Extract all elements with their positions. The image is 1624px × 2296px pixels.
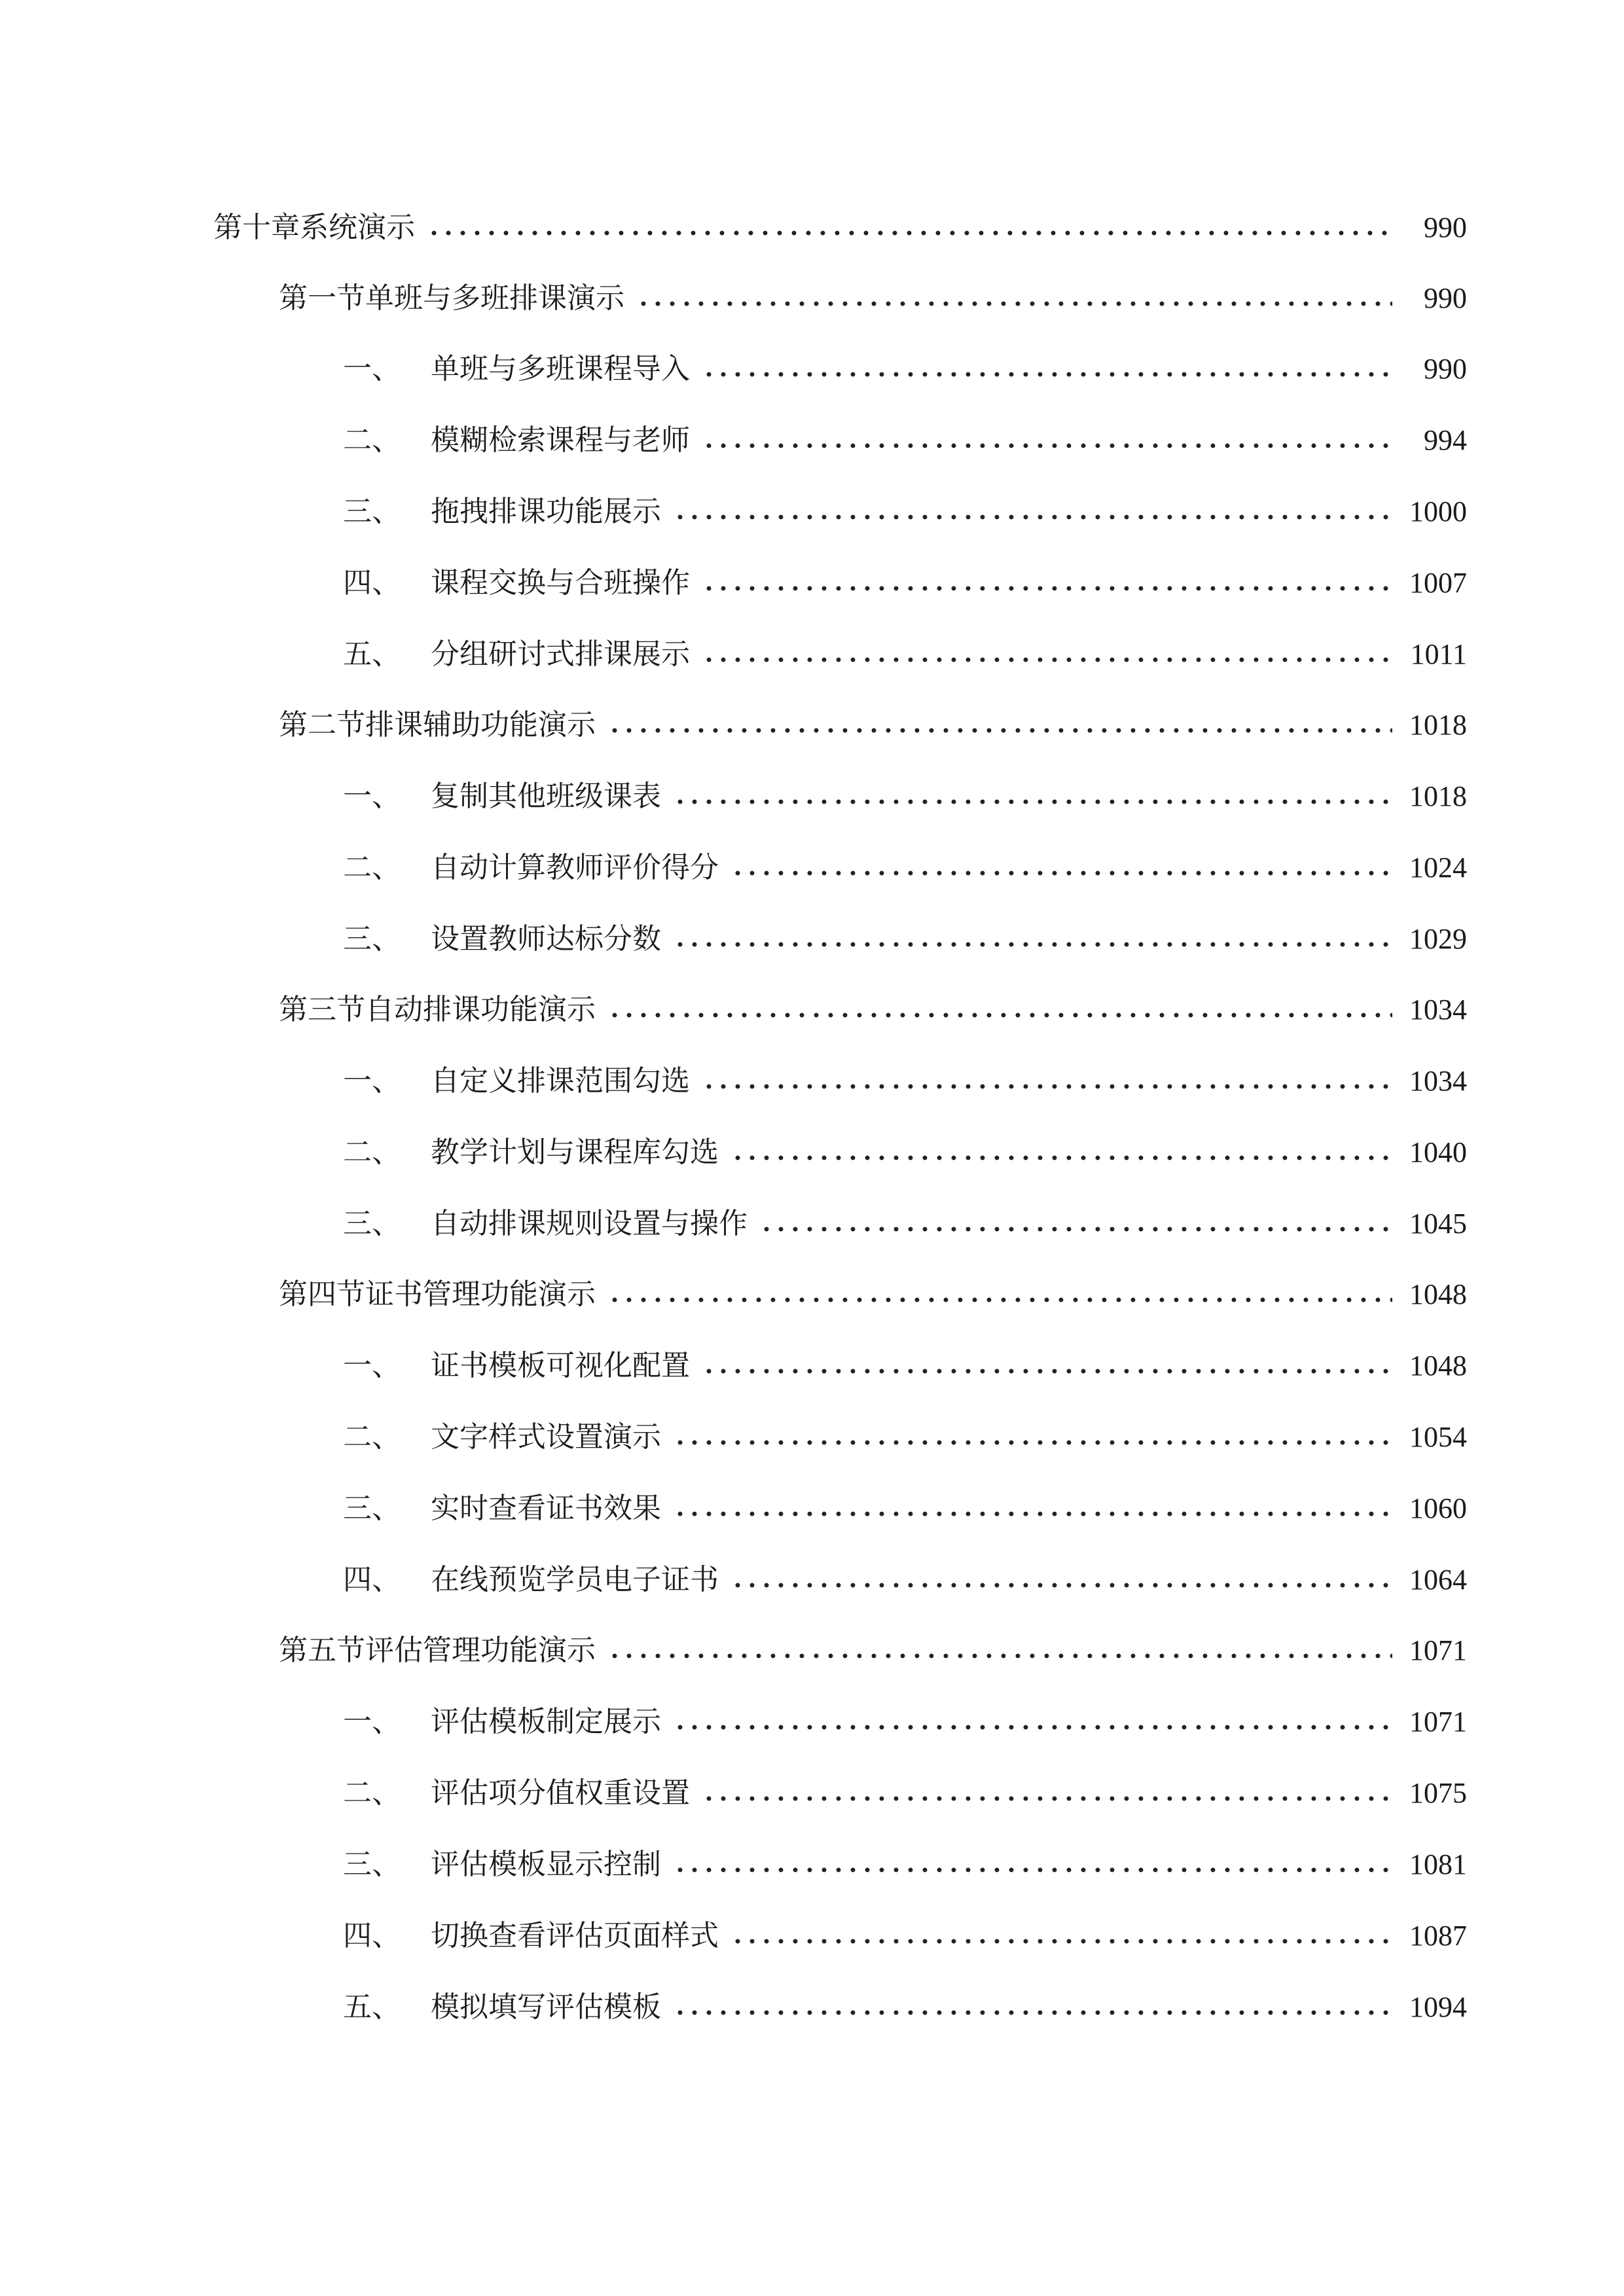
toc-page-number: 1075	[1409, 1777, 1467, 1809]
dot-leader	[702, 1083, 1392, 1090]
toc-title: 证书管理功能演示	[365, 1278, 596, 1311]
toc-number: 三、	[343, 922, 401, 956]
toc-title: 模拟填写评估模板	[431, 1990, 661, 2024]
toc-page-number: 990	[1424, 353, 1467, 385]
toc-title: 分组研讨式排课展示	[431, 637, 690, 671]
dot-leader	[427, 230, 1392, 236]
toc-number: 二、	[343, 423, 401, 457]
toc-title: 教学计划与课程库勾选	[431, 1136, 719, 1169]
dot-leader	[673, 1511, 1392, 1517]
toc-number: 第二节	[279, 708, 365, 742]
toc-title: 切换查看评估页面样式	[431, 1919, 719, 1952]
dot-leader	[673, 941, 1392, 948]
toc-section-3[interactable]	[279, 978, 1467, 1024]
toc-item[interactable]	[343, 1762, 1467, 1808]
toc-number: 二、	[343, 851, 401, 884]
toc-item[interactable]	[343, 1193, 1467, 1238]
dot-leader	[607, 727, 1392, 734]
toc-number: 三、	[343, 495, 401, 528]
toc-section-4[interactable]	[279, 1263, 1467, 1309]
toc-page-number: 1034	[1409, 1065, 1467, 1097]
dot-leader	[731, 1938, 1392, 1945]
dot-leader	[636, 300, 1392, 307]
toc-title: 自动排课规则设置与操作	[431, 1207, 748, 1240]
toc-item[interactable]	[343, 552, 1467, 598]
toc-number: 五、	[343, 1990, 401, 2024]
toc-title: 在线预览学员电子证书	[431, 1563, 719, 1596]
toc-number: 四、	[343, 566, 401, 600]
toc-page-number: 1011	[1410, 638, 1467, 670]
toc-title: 评估管理功能演示	[365, 1634, 596, 1667]
toc-chapter-10[interactable]	[213, 196, 1467, 242]
toc-title: 拖拽排课功能展示	[431, 495, 661, 528]
toc-title: 自定义排课范围勾选	[431, 1064, 690, 1098]
toc-title: 单班与多班课程导入	[431, 352, 690, 386]
toc-page-number: 1081	[1409, 1848, 1467, 1880]
dot-leader	[673, 798, 1392, 805]
dot-leader	[673, 2009, 1392, 2016]
toc-item[interactable]	[343, 409, 1467, 455]
toc-number: 三、	[343, 1848, 401, 1881]
toc-number: 三、	[343, 1207, 401, 1240]
toc-page-number: 1034	[1409, 994, 1467, 1026]
toc-title: 文字样式设置演示	[431, 1420, 661, 1454]
toc-page-number: 1040	[1409, 1136, 1467, 1168]
toc-title: 系统演示	[300, 211, 415, 244]
toc-item[interactable]	[343, 908, 1467, 954]
dot-leader	[731, 870, 1392, 876]
toc-item[interactable]	[343, 1121, 1467, 1167]
toc-item[interactable]	[343, 338, 1467, 384]
dot-leader	[673, 514, 1392, 520]
dot-leader	[607, 1297, 1392, 1303]
toc-item[interactable]	[343, 623, 1467, 669]
toc-item[interactable]	[343, 1050, 1467, 1096]
toc-item[interactable]	[343, 1477, 1467, 1523]
toc-number: 二、	[343, 1420, 401, 1454]
dot-leader	[702, 585, 1392, 592]
toc-title: 设置教师达标分数	[431, 922, 661, 956]
toc-number: 一、	[343, 352, 401, 386]
toc-number: 一、	[343, 1705, 401, 1738]
toc-item[interactable]	[343, 1549, 1467, 1594]
toc-number: 第一节	[279, 281, 365, 315]
dot-leader	[702, 442, 1392, 449]
toc-item[interactable]	[343, 765, 1467, 811]
toc-title: 评估模板制定展示	[431, 1705, 661, 1738]
dot-leader	[673, 1867, 1392, 1873]
dot-leader	[673, 1439, 1392, 1446]
toc-title: 单班与多班排课演示	[365, 281, 624, 315]
toc-page-number: 1045	[1409, 1208, 1467, 1240]
toc-page-number: 1048	[1409, 1350, 1467, 1382]
toc-title: 模糊检索课程与老师	[431, 423, 690, 457]
toc-number: 四、	[343, 1919, 401, 1952]
dot-leader	[702, 1368, 1392, 1374]
dot-leader	[731, 1582, 1392, 1588]
toc-page-number: 1064	[1409, 1564, 1467, 1596]
toc-page-number: 1048	[1409, 1278, 1467, 1310]
dot-leader	[731, 1155, 1392, 1161]
toc-page-number: 1087	[1409, 1920, 1467, 1952]
toc-page-number: 1007	[1409, 567, 1467, 599]
toc-title: 自动排课功能演示	[365, 993, 596, 1026]
toc-title: 实时查看证书效果	[431, 1492, 661, 1525]
toc-number: 一、	[343, 780, 401, 813]
toc-item[interactable]	[343, 1905, 1467, 1950]
toc-number: 第三节	[279, 993, 365, 1026]
toc-number: 一、	[343, 1064, 401, 1098]
toc-page-number: 1018	[1409, 709, 1467, 741]
toc-title: 复制其他班级课表	[431, 780, 661, 813]
dot-leader	[702, 656, 1392, 663]
toc-title: 证书模板可视化配置	[431, 1349, 690, 1382]
toc-number: 第十章	[213, 211, 300, 244]
toc-page-number: 990	[1424, 282, 1467, 314]
dot-leader	[607, 1653, 1392, 1659]
dot-leader	[607, 1012, 1392, 1018]
toc-item[interactable]	[343, 480, 1467, 526]
toc-item[interactable]	[343, 1406, 1467, 1452]
toc-number: 二、	[343, 1136, 401, 1169]
toc-page-number: 1029	[1409, 923, 1467, 955]
toc-title: 排课辅助功能演示	[365, 708, 596, 742]
dot-leader	[673, 1724, 1392, 1731]
toc-title: 自动计算教师评价得分	[431, 851, 719, 884]
dot-leader	[702, 1795, 1392, 1802]
toc-page-number: 1071	[1409, 1706, 1467, 1738]
toc-title: 课程交换与合班操作	[431, 566, 690, 600]
toc-page-number: 1060	[1409, 1492, 1467, 1524]
toc-number: 第五节	[279, 1634, 365, 1667]
toc-item[interactable]	[343, 1833, 1467, 1879]
toc-page-number: 1054	[1409, 1421, 1467, 1453]
toc-page-number: 1000	[1409, 495, 1467, 528]
toc-title: 评估模板显示控制	[431, 1848, 661, 1881]
toc-section-1[interactable]	[279, 267, 1467, 313]
toc-number: 一、	[343, 1349, 401, 1382]
toc-item[interactable]	[343, 1976, 1467, 2022]
toc-number: 第四节	[279, 1278, 365, 1311]
toc-number: 二、	[343, 1776, 401, 1810]
toc-page-number: 990	[1424, 211, 1467, 243]
toc-page-number: 1071	[1409, 1634, 1467, 1666]
toc-number: 四、	[343, 1563, 401, 1596]
toc-title: 评估项分值权重设置	[431, 1776, 690, 1810]
toc-page-number: 1094	[1409, 1991, 1467, 2023]
toc-page-number: 1018	[1409, 780, 1467, 812]
toc-item[interactable]	[343, 1335, 1467, 1380]
toc-section-5[interactable]	[279, 1619, 1467, 1665]
toc-number: 五、	[343, 637, 401, 671]
toc-page-number: 1024	[1409, 852, 1467, 884]
dot-leader	[759, 1226, 1392, 1232]
dot-leader	[702, 371, 1392, 378]
toc-page-number: 994	[1424, 424, 1467, 456]
toc-item[interactable]	[343, 1691, 1467, 1736]
toc-section-2[interactable]	[279, 694, 1467, 740]
toc-number: 三、	[343, 1492, 401, 1525]
toc-item[interactable]	[343, 836, 1467, 882]
